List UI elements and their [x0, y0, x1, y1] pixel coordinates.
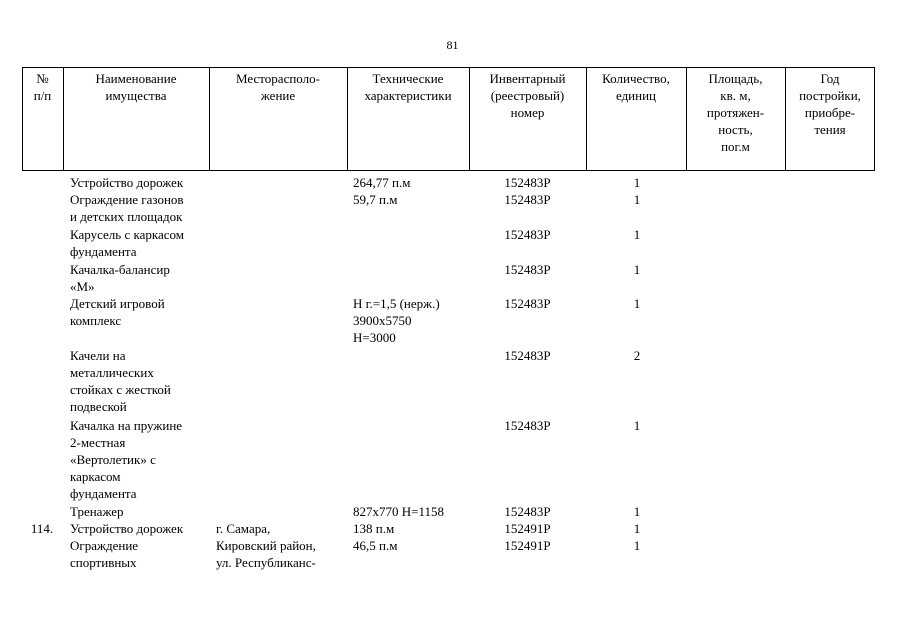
- item-quantity: 1: [633, 521, 641, 536]
- item-inventory: 152491Р: [504, 521, 551, 536]
- header-area: Площадь, кв. м, протяжен- ность, пог.м: [706, 71, 765, 154]
- item-name: Устройство дорожек: [70, 521, 184, 536]
- item-inventory: 152483Р: [504, 348, 551, 363]
- item-inventory: 152483Р: [504, 227, 551, 242]
- item-quantity: 1: [633, 538, 641, 553]
- item-name: Ограждение спортивных: [70, 538, 139, 570]
- header-name: Наименование имущества: [95, 71, 177, 103]
- item-location: Кировский район, ул. Республиканс-: [216, 538, 316, 570]
- item-tech: Н г.=1,5 (нерж.) 3900х5750 Н=3000: [353, 296, 440, 345]
- row-number: 114.: [30, 521, 54, 536]
- item-quantity: 1: [633, 192, 641, 207]
- item-quantity: 1: [633, 175, 641, 190]
- item-name: Качели на металлических стойках с жесткой подвеской: [70, 348, 171, 414]
- item-tech: 138 п.м: [353, 521, 395, 536]
- item-name: Детский игровой комплекс: [70, 296, 165, 328]
- item-inventory: 152491Р: [504, 538, 551, 553]
- header-tech: Технические характеристики: [364, 71, 452, 103]
- item-location: г. Самара,: [216, 521, 271, 536]
- item-tech: 827х770 Н=1158: [353, 504, 444, 519]
- item-tech: 46,5 п.м: [353, 538, 398, 553]
- item-tech: 59,7 п.м: [353, 192, 398, 207]
- item-inventory: 152483Р: [504, 175, 551, 190]
- item-name: Качалка-балансир «М»: [70, 262, 170, 294]
- page-number: 81: [446, 38, 459, 52]
- item-name: Качалка на пружине 2-местная «Вертолетик» с каркасом фундамента: [70, 418, 183, 501]
- item-inventory: 152483Р: [504, 262, 551, 277]
- item-tech: 264,77 п.м: [353, 175, 411, 190]
- item-quantity: 1: [633, 418, 641, 433]
- item-inventory: 152483Р: [504, 504, 551, 519]
- item-inventory: 152483Р: [504, 192, 551, 207]
- item-quantity: 1: [633, 296, 641, 311]
- item-name: Ограждение газонов и детских площадок: [70, 192, 184, 224]
- header-year: Год постройки, приобре- тения: [799, 71, 861, 137]
- item-inventory: 152483Р: [504, 296, 551, 311]
- item-name: Устройство дорожек: [70, 175, 184, 190]
- header-num: № п/п: [33, 71, 52, 103]
- item-quantity: 2: [633, 348, 641, 363]
- item-quantity: 1: [633, 504, 641, 519]
- item-quantity: 1: [633, 227, 641, 242]
- header-location: Месторасполо- жение: [236, 71, 320, 103]
- item-quantity: 1: [633, 262, 641, 277]
- item-name: Тренажер: [70, 504, 124, 519]
- item-name: Карусель с каркасом фундамента: [70, 227, 185, 259]
- header-inventory: Инвентарный (реестровый) номер: [489, 71, 566, 120]
- header-quantity: Количество, единиц: [602, 71, 670, 103]
- item-inventory: 152483Р: [504, 418, 551, 433]
